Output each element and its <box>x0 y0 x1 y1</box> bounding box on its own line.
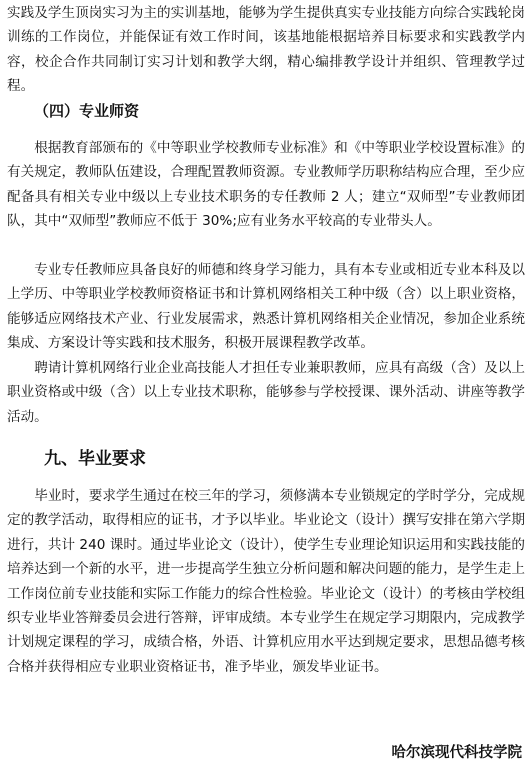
graduation-paragraph: 毕业时，要求学生通过在校三年的学习，须修满本专业锁规定的学时学分，完成规定的教学活动，取得相应的证书，才予以毕业。毕业论文（设计）撰写安排在第六学期进行，共计 240 课时。通过毕业论文（设计），使学生专业理论知识运用和实践技能的培养达到一个新的水平，进一步提高学生独立分析问题和解决问题的能力，是学生走上工作岗位前专业技能和实际工作能力的综合性检验。毕业论文（设计）的考核由学校组织专业毕业答辩委员会进行答辩，评审成绩。本专业学生在规定学习期限内，完成教学计划规定课程的学习，成绩合格，外语、计算机应用水平达到规定要求，思想品德考核合格并获得相应专业职业资格证书，准予毕业，颁发毕业证书。 <box>7 488 525 675</box>
section-heading-graduation: 九、毕业要求 <box>44 449 146 469</box>
intro-paragraph: 实践及学生顶岗实习为主的实训基地，能够为学生提供真实专业技能方向综合实践轮岗训练的工作岗位，并能保证有效工作时间，该基地能根据培养目标要求和实践教学内容，校企合作共同制订实习计划和教学大纲，精心编排教学设计并组织、管理教学过程。 <box>7 5 525 95</box>
footer-institution: 哈尔滨现代科技学院 <box>391 744 522 761</box>
teachers-paragraph-fulltime: 专业专任教师应具备良好的师德和终身学习能力，具有本专业或相近专业本科及以上学历、中等职业学校教师资格证书和计算机网络相关工种中级（含）以上职业资格，能够适应网络技术产业、行业发展需求，熟悉计算机网络相关企业情况，参加企业系统集成、方案设计等实践和技术服务，积极开展课程教学改革。 <box>7 262 525 352</box>
teachers-paragraph-parttime: 聘请计算机网络行业企业高技能人才担任专业兼职教师，应具有高级（含）及以上职业资格或中级（含）以上专业技术职称，能够参与学校授课、课外活动、讲座等教学活动。 <box>7 360 525 425</box>
teachers-paragraph-standards: 根据教育部颁布的《中等职业学校教师专业标准》和《中等职业学校设置标准》的有关规定，教师队伍建设，合理配置教师资源。专业教师学历职称结构应合理，至少应配备具有相关专业中级以上专业技术职务的专任教师 2 人；建立“双师型”专业教师团队，其中“双师型”教师应不低于 30%;应有业务水平较高的专业带头人。 <box>7 140 525 230</box>
section-heading-teachers: （四）专业师资 <box>34 102 140 120</box>
